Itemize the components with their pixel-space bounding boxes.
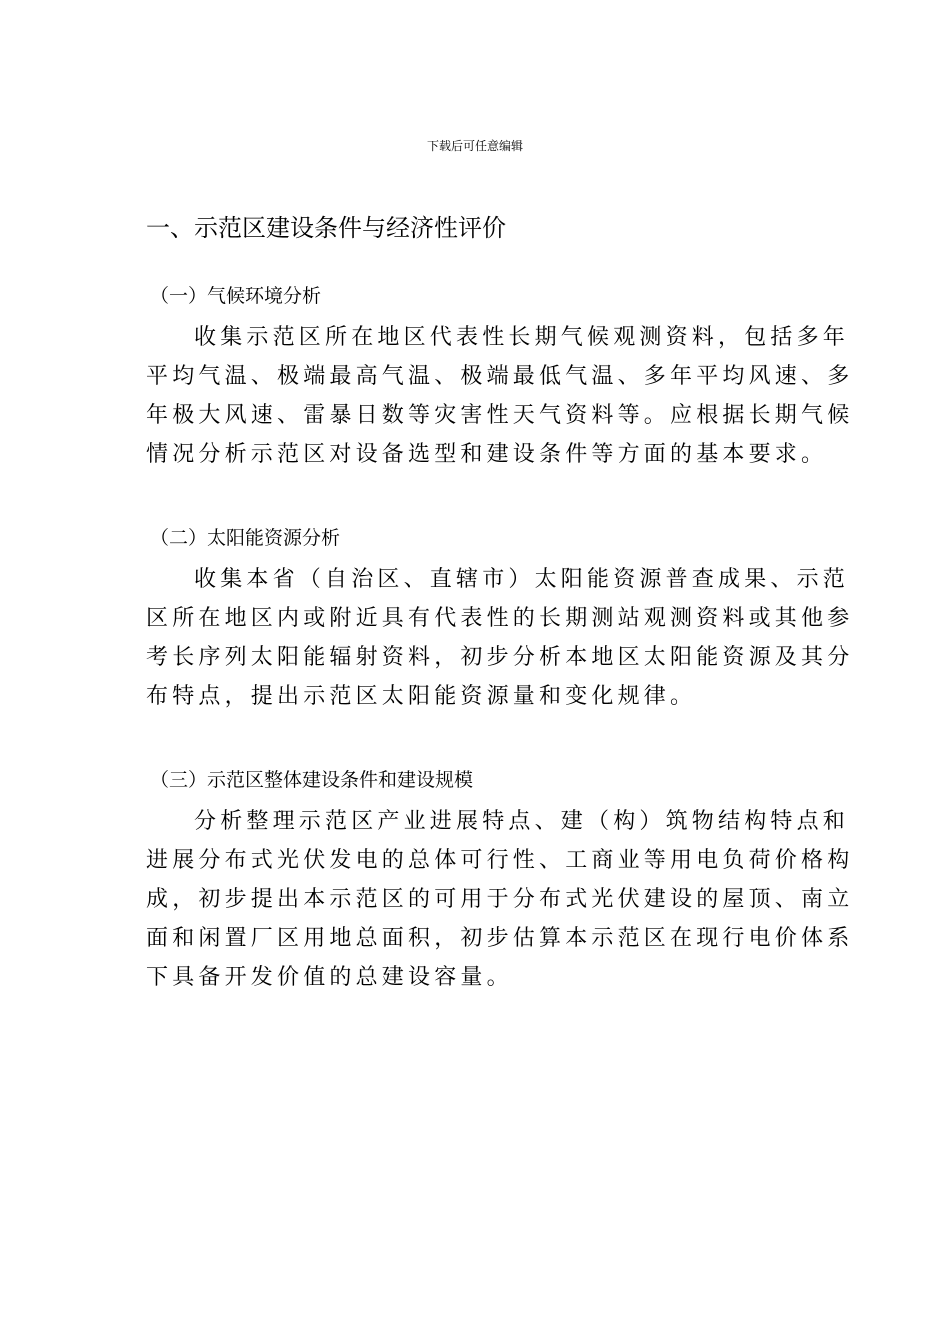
paragraph-line: 布特点，提出示范区太阳能资源量和变化规律。 bbox=[146, 684, 697, 709]
paragraph-line: 面和闲置厂区用地总面积，初步估算本示范区在现行电价体系 bbox=[146, 926, 854, 951]
paragraph-line: 分析整理示范区产业进展特点、建（构）筑物结构特点和 bbox=[194, 809, 850, 834]
document-title: 一、示范区建设条件与经济性评价 bbox=[146, 214, 506, 242]
paragraph-line: 成，初步提出本示范区的可用于分布式光伏建设的屋顶、南立 bbox=[146, 887, 854, 912]
paragraph-line: 区所在地区内或附近具有代表性的长期测站观测资料或其他参 bbox=[146, 606, 854, 631]
paragraph-line: 平均气温、极端最高气温、极端最低气温、多年平均风速、多 bbox=[146, 364, 854, 389]
paragraph-line: 收集示范区所在地区代表性长期气候观测资料，包括多年 bbox=[194, 325, 850, 350]
section-heading: （二）太阳能资源分析 bbox=[150, 527, 341, 549]
section-construction-scale bbox=[146, 767, 854, 997]
paragraph-line: 收集本省（自治区、直辖市）太阳能资源普查成果、示范 bbox=[194, 567, 850, 592]
section-body bbox=[146, 560, 854, 716]
section-solar-resources bbox=[146, 525, 854, 716]
paragraph-line: 情况分析示范区对设备选型和建设条件等方面的基本要求。 bbox=[146, 442, 828, 467]
section-body bbox=[146, 802, 854, 997]
paragraph-line: 进展分布式光伏发电的总体可行性、工商业等用电负荷价格构 bbox=[146, 848, 854, 873]
paragraph-line: 下具备开发价值的总建设容量。 bbox=[146, 965, 513, 990]
paragraph-line: 考长序列太阳能辐射资料，初步分析本地区太阳能资源及其分 bbox=[146, 645, 854, 670]
section-body bbox=[146, 318, 854, 474]
section-heading: （一）气候环境分析 bbox=[150, 285, 322, 307]
section-heading: （三）示范区整体建设条件和建设规模 bbox=[150, 769, 474, 791]
header-note: 下载后可任意编辑 bbox=[426, 139, 523, 153]
paragraph-line: 年极大风速、雷暴日数等灾害性天气资料等。应根据长期气候 bbox=[146, 403, 854, 428]
section-climate bbox=[146, 283, 854, 474]
